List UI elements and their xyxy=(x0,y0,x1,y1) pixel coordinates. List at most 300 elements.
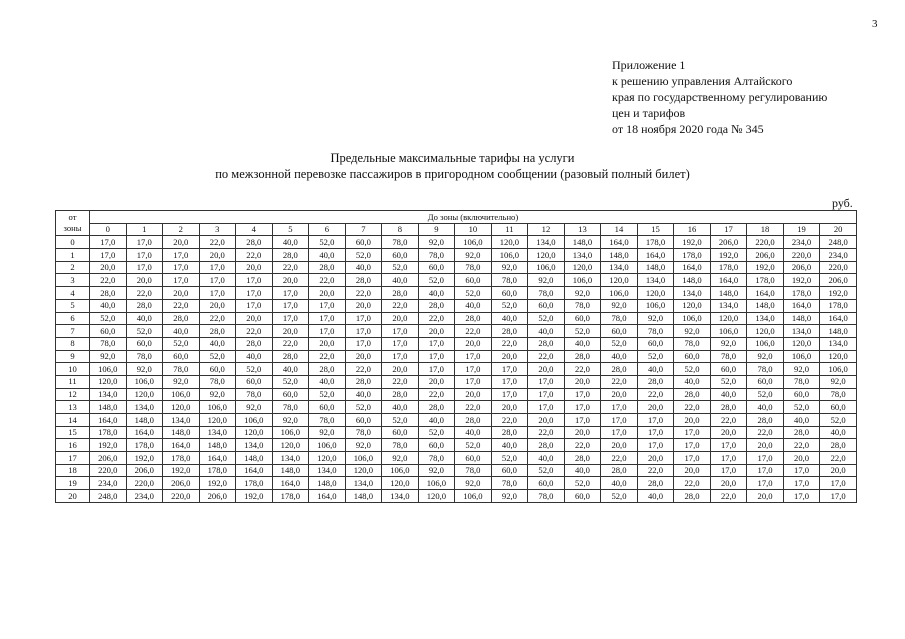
tariff-cell: 20,0 xyxy=(272,325,309,338)
tariff-cell: 20,0 xyxy=(528,363,565,376)
tariff-cell: 20,0 xyxy=(236,261,273,274)
tariff-cell: 78,0 xyxy=(418,249,455,262)
tariff-cell: 22,0 xyxy=(309,350,346,363)
tariff-cell: 20,0 xyxy=(528,414,565,427)
tariff-cell: 20,0 xyxy=(90,261,127,274)
tariff-cell: 192,0 xyxy=(820,287,857,300)
tariff-cell: 148,0 xyxy=(163,426,200,439)
tariff-cell: 134,0 xyxy=(783,325,820,338)
tariff-cell: 28,0 xyxy=(491,426,528,439)
tariff-cell: 28,0 xyxy=(345,375,382,388)
tariff-cell: 28,0 xyxy=(272,249,309,262)
tariff-cell: 178,0 xyxy=(126,439,163,452)
tariff-cell: 20,0 xyxy=(309,287,346,300)
tariff-cell: 192,0 xyxy=(747,261,784,274)
tariff-cell: 52,0 xyxy=(345,401,382,414)
tariff-cell: 22,0 xyxy=(820,452,857,465)
tariff-cell: 134,0 xyxy=(236,439,273,452)
tariff-cell: 17,0 xyxy=(674,439,711,452)
tariff-cell: 22,0 xyxy=(455,325,492,338)
from-zone-number: 14 xyxy=(56,414,90,427)
tariff-cell: 106,0 xyxy=(236,414,273,427)
tariff-cell: 17,0 xyxy=(637,439,674,452)
tariff-cell: 120,0 xyxy=(382,477,419,490)
tariff-cell: 17,0 xyxy=(199,261,236,274)
tariff-cell: 92,0 xyxy=(126,363,163,376)
tariff-cell: 120,0 xyxy=(710,312,747,325)
tariff-cell: 106,0 xyxy=(272,426,309,439)
tariff-cell: 20,0 xyxy=(163,287,200,300)
tariff-cell: 78,0 xyxy=(382,439,419,452)
tariff-cell: 192,0 xyxy=(236,490,273,503)
tariff-cell: 52,0 xyxy=(491,452,528,465)
tariff-cell: 106,0 xyxy=(747,337,784,350)
table-row xyxy=(56,490,857,503)
tariff-cell: 206,0 xyxy=(747,249,784,262)
tariff-cell: 92,0 xyxy=(528,274,565,287)
tariff-cell: 148,0 xyxy=(710,287,747,300)
tariff-cell: 164,0 xyxy=(272,477,309,490)
tariff-cell: 178,0 xyxy=(674,249,711,262)
tariff-cell: 20,0 xyxy=(601,388,638,401)
tariff-cell: 20,0 xyxy=(309,337,346,350)
tariff-cell: 22,0 xyxy=(710,414,747,427)
tariff-cell: 60,0 xyxy=(637,337,674,350)
to-zone-number: 20 xyxy=(820,223,857,236)
tariff-cell: 60,0 xyxy=(528,477,565,490)
tariff-cell: 60,0 xyxy=(272,388,309,401)
tariff-cell: 60,0 xyxy=(309,401,346,414)
tariff-cell: 28,0 xyxy=(418,299,455,312)
tariff-cell: 17,0 xyxy=(126,249,163,262)
tariff-cell: 78,0 xyxy=(637,325,674,338)
tariff-cell: 17,0 xyxy=(637,414,674,427)
table-row xyxy=(56,477,857,490)
tariff-cell: 22,0 xyxy=(345,287,382,300)
tariff-cell: 52,0 xyxy=(126,325,163,338)
tariff-cell: 192,0 xyxy=(90,439,127,452)
tariff-cell: 52,0 xyxy=(564,477,601,490)
tariff-cell: 248,0 xyxy=(90,490,127,503)
tariff-cell: 40,0 xyxy=(747,401,784,414)
tariff-cell: 20,0 xyxy=(601,439,638,452)
tariff-cell: 40,0 xyxy=(163,325,200,338)
tariff-cell: 106,0 xyxy=(199,401,236,414)
tariff-cell: 148,0 xyxy=(674,274,711,287)
from-zone-number: 1 xyxy=(56,249,90,262)
tariff-cell: 60,0 xyxy=(783,388,820,401)
tariff-cell: 134,0 xyxy=(637,274,674,287)
tariff-cell: 164,0 xyxy=(601,236,638,249)
tariff-cell: 178,0 xyxy=(236,477,273,490)
tariff-cell: 20,0 xyxy=(491,401,528,414)
tariff-cell: 52,0 xyxy=(783,401,820,414)
tariff-cell: 60,0 xyxy=(418,439,455,452)
tariff-cell: 92,0 xyxy=(674,325,711,338)
tariff-cell: 28,0 xyxy=(637,375,674,388)
from-zone-number: 17 xyxy=(56,452,90,465)
tariff-cell: 40,0 xyxy=(382,401,419,414)
tariff-cell: 60,0 xyxy=(163,350,200,363)
tariff-cell: 40,0 xyxy=(272,363,309,376)
tariff-cell: 78,0 xyxy=(455,464,492,477)
tariff-cell: 28,0 xyxy=(272,350,309,363)
tariff-cell: 178,0 xyxy=(637,236,674,249)
tariff-cell: 17,0 xyxy=(820,490,857,503)
tariff-cell: 120,0 xyxy=(309,452,346,465)
tariff-cell: 40,0 xyxy=(309,375,346,388)
tariff-cell: 28,0 xyxy=(637,477,674,490)
tariff-cell: 52,0 xyxy=(455,287,492,300)
tariff-cell: 52,0 xyxy=(528,312,565,325)
tariff-cell: 60,0 xyxy=(491,287,528,300)
tariff-cell: 134,0 xyxy=(90,388,127,401)
tariff-cell: 148,0 xyxy=(272,464,309,477)
tariff-cell: 22,0 xyxy=(345,363,382,376)
table-row xyxy=(56,375,857,388)
tariff-cell: 17,0 xyxy=(345,312,382,325)
tariff-cell: 78,0 xyxy=(272,401,309,414)
tariff-cell: 60,0 xyxy=(345,414,382,427)
tariff-cell: 40,0 xyxy=(491,439,528,452)
tariff-cell: 20,0 xyxy=(820,464,857,477)
tariff-cell: 92,0 xyxy=(418,464,455,477)
tariff-cell: 17,0 xyxy=(455,363,492,376)
tariff-cell: 20,0 xyxy=(455,337,492,350)
title-line-1: Предельные максимальные тарифы на услуги xyxy=(330,151,575,165)
tariff-cell: 120,0 xyxy=(564,261,601,274)
tariff-cell: 17,0 xyxy=(90,249,127,262)
tariff-cell: 22,0 xyxy=(309,274,346,287)
tariff-cell: 20,0 xyxy=(199,299,236,312)
tariff-cell: 17,0 xyxy=(491,375,528,388)
appendix-line: края по государственному регулированию xyxy=(612,90,828,104)
tariff-cell: 206,0 xyxy=(163,477,200,490)
tariff-cell: 20,0 xyxy=(236,312,273,325)
tariff-cell: 60,0 xyxy=(418,261,455,274)
tariff-cell: 164,0 xyxy=(163,439,200,452)
tariff-cell: 134,0 xyxy=(710,299,747,312)
tariff-cell: 40,0 xyxy=(309,249,346,262)
tariff-cell: 52,0 xyxy=(747,388,784,401)
tariff-cell: 148,0 xyxy=(236,452,273,465)
tariff-cell: 106,0 xyxy=(710,325,747,338)
tariff-cell: 78,0 xyxy=(491,274,528,287)
tariff-cell: 78,0 xyxy=(747,363,784,376)
tariff-cell: 78,0 xyxy=(309,414,346,427)
tariff-cell: 148,0 xyxy=(90,401,127,414)
tariff-cell: 40,0 xyxy=(528,325,565,338)
tariff-table xyxy=(55,210,857,503)
document-title xyxy=(0,150,905,182)
tariff-cell: 17,0 xyxy=(820,477,857,490)
tariff-cell: 28,0 xyxy=(455,414,492,427)
tariff-cell: 17,0 xyxy=(126,261,163,274)
tariff-cell: 60,0 xyxy=(126,337,163,350)
tariff-cell: 164,0 xyxy=(674,261,711,274)
from-zone-number: 3 xyxy=(56,274,90,287)
tariff-cell: 40,0 xyxy=(455,426,492,439)
tariff-cell: 22,0 xyxy=(418,312,455,325)
tariff-cell: 106,0 xyxy=(637,299,674,312)
to-zone-number: 8 xyxy=(382,223,419,236)
tariff-cell: 20,0 xyxy=(747,490,784,503)
tariff-cell: 17,0 xyxy=(710,452,747,465)
tariff-cell: 134,0 xyxy=(309,464,346,477)
tariff-cell: 92,0 xyxy=(710,337,747,350)
tariff-cell: 40,0 xyxy=(637,490,674,503)
title-line-2: по межзонной перевозке пассажиров в пригородном сообщении (разовый полный билет) xyxy=(215,167,690,181)
tariff-cell: 52,0 xyxy=(309,236,346,249)
tariff-cell: 120,0 xyxy=(90,375,127,388)
tariff-cell: 220,0 xyxy=(90,464,127,477)
tariff-cell: 40,0 xyxy=(90,299,127,312)
tariff-cell: 20,0 xyxy=(674,464,711,477)
tariff-cell: 40,0 xyxy=(710,388,747,401)
tariff-cell: 134,0 xyxy=(199,426,236,439)
tariff-cell: 52,0 xyxy=(236,363,273,376)
tariff-cell: 164,0 xyxy=(637,249,674,262)
tariff-cell: 17,0 xyxy=(236,299,273,312)
tariff-cell: 40,0 xyxy=(820,426,857,439)
tariff-cell: 28,0 xyxy=(710,401,747,414)
to-zone-number: 1 xyxy=(126,223,163,236)
tariff-cell: 40,0 xyxy=(528,452,565,465)
tariff-cell: 60,0 xyxy=(491,464,528,477)
tariff-cell: 20,0 xyxy=(455,388,492,401)
tariff-cell: 17,0 xyxy=(272,299,309,312)
appendix-line: цен и тарифов xyxy=(612,106,686,120)
from-zone-header xyxy=(56,211,90,236)
tariff-cell: 60,0 xyxy=(90,325,127,338)
tariff-cell: 52,0 xyxy=(455,439,492,452)
to-zone-number: 19 xyxy=(783,223,820,236)
tariff-cell: 92,0 xyxy=(491,490,528,503)
tariff-cell: 220,0 xyxy=(126,477,163,490)
tariff-cell: 178,0 xyxy=(163,452,200,465)
tariff-cell: 28,0 xyxy=(601,464,638,477)
tariff-cell: 17,0 xyxy=(491,363,528,376)
to-zone-number: 12 xyxy=(528,223,565,236)
tariff-cell: 28,0 xyxy=(601,363,638,376)
tariff-cell: 106,0 xyxy=(528,261,565,274)
tariff-cell: 220,0 xyxy=(783,249,820,262)
tariff-cell: 22,0 xyxy=(272,337,309,350)
tariff-cell: 40,0 xyxy=(272,236,309,249)
tariff-cell: 92,0 xyxy=(747,350,784,363)
tariff-cell: 52,0 xyxy=(637,350,674,363)
tariff-cell: 17,0 xyxy=(783,464,820,477)
tariff-cell: 22,0 xyxy=(528,426,565,439)
tariff-cell: 120,0 xyxy=(820,350,857,363)
appendix-line: к решению управления Алтайского xyxy=(612,74,793,88)
tariff-cell: 78,0 xyxy=(674,337,711,350)
tariff-cell: 164,0 xyxy=(126,426,163,439)
tariff-cell: 22,0 xyxy=(90,274,127,287)
tariff-cell: 17,0 xyxy=(345,337,382,350)
tariff-cell: 17,0 xyxy=(528,375,565,388)
from-zone-number: 19 xyxy=(56,477,90,490)
tariff-cell: 234,0 xyxy=(90,477,127,490)
tariff-cell: 20,0 xyxy=(637,452,674,465)
tariff-cell: 192,0 xyxy=(710,249,747,262)
tariff-cell: 92,0 xyxy=(820,375,857,388)
from-zone-number: 11 xyxy=(56,375,90,388)
tariff-cell: 106,0 xyxy=(783,350,820,363)
tariff-cell: 17,0 xyxy=(455,350,492,363)
tariff-cell: 40,0 xyxy=(418,414,455,427)
tariff-cell: 178,0 xyxy=(199,464,236,477)
tariff-cell: 28,0 xyxy=(674,388,711,401)
tariff-cell: 192,0 xyxy=(783,274,820,287)
tariff-cell: 22,0 xyxy=(163,299,200,312)
tariff-cell: 120,0 xyxy=(345,464,382,477)
tariff-cell: 17,0 xyxy=(345,325,382,338)
from-zone-number: 5 xyxy=(56,299,90,312)
tariff-cell: 106,0 xyxy=(601,287,638,300)
tariff-cell: 20,0 xyxy=(637,401,674,414)
tariff-cell: 20,0 xyxy=(126,274,163,287)
from-zone-number: 18 xyxy=(56,464,90,477)
tariff-cell: 52,0 xyxy=(528,464,565,477)
tariff-cell: 40,0 xyxy=(455,299,492,312)
tariff-cell: 28,0 xyxy=(90,287,127,300)
tariff-cell: 60,0 xyxy=(382,249,419,262)
tariff-cell: 206,0 xyxy=(199,490,236,503)
to-zone-number: 3 xyxy=(199,223,236,236)
tariff-cell: 20,0 xyxy=(747,439,784,452)
tariff-cell: 192,0 xyxy=(126,452,163,465)
tariff-cell: 60,0 xyxy=(199,363,236,376)
tariff-cell: 52,0 xyxy=(309,388,346,401)
tariff-cell: 40,0 xyxy=(491,312,528,325)
from-zone-number: 2 xyxy=(56,261,90,274)
tariff-cell: 52,0 xyxy=(90,312,127,325)
tariff-cell: 22,0 xyxy=(272,261,309,274)
tariff-cell: 28,0 xyxy=(455,312,492,325)
table-row xyxy=(56,261,857,274)
tariff-cell: 78,0 xyxy=(418,452,455,465)
tariff-cell: 17,0 xyxy=(455,375,492,388)
table-row xyxy=(56,325,857,338)
tariff-cell: 248,0 xyxy=(820,236,857,249)
to-zone-number: 13 xyxy=(564,223,601,236)
table-row xyxy=(56,452,857,465)
tariff-cell: 17,0 xyxy=(637,426,674,439)
tariff-cell: 134,0 xyxy=(528,236,565,249)
table-header-row xyxy=(56,211,857,224)
tariff-cell: 92,0 xyxy=(236,401,273,414)
tariff-cell: 17,0 xyxy=(236,287,273,300)
tariff-cell: 28,0 xyxy=(309,363,346,376)
tariff-cell: 40,0 xyxy=(601,350,638,363)
from-zone-header-line-2: зоны xyxy=(63,223,82,234)
tariff-cell: 92,0 xyxy=(199,388,236,401)
tariff-cell: 22,0 xyxy=(236,325,273,338)
tariff-cell: 17,0 xyxy=(564,401,601,414)
tariff-cell: 40,0 xyxy=(126,312,163,325)
tariff-cell: 60,0 xyxy=(674,350,711,363)
tariff-cell: 78,0 xyxy=(601,312,638,325)
tariff-cell: 40,0 xyxy=(345,388,382,401)
tariff-cell: 40,0 xyxy=(236,350,273,363)
tariff-cell: 17,0 xyxy=(528,401,565,414)
tariff-cell: 17,0 xyxy=(710,464,747,477)
tariff-cell: 28,0 xyxy=(528,337,565,350)
tariff-cell: 234,0 xyxy=(783,236,820,249)
tariff-cell: 220,0 xyxy=(820,261,857,274)
tariff-cell: 120,0 xyxy=(491,236,528,249)
tariff-cell: 22,0 xyxy=(674,477,711,490)
tariff-cell: 52,0 xyxy=(418,274,455,287)
tariff-cell: 134,0 xyxy=(820,337,857,350)
tariff-cell: 92,0 xyxy=(382,452,419,465)
tariff-cell: 78,0 xyxy=(528,490,565,503)
tariff-cell: 206,0 xyxy=(126,464,163,477)
tariff-cell: 120,0 xyxy=(637,287,674,300)
tariff-cell: 20,0 xyxy=(345,350,382,363)
tariff-cell: 148,0 xyxy=(820,325,857,338)
tariff-cell: 20,0 xyxy=(272,274,309,287)
tariff-cell: 164,0 xyxy=(820,312,857,325)
tariff-cell: 134,0 xyxy=(382,490,419,503)
tariff-cell: 78,0 xyxy=(382,236,419,249)
tariff-cell: 17,0 xyxy=(163,261,200,274)
tariff-cell: 92,0 xyxy=(418,236,455,249)
tariff-cell: 22,0 xyxy=(491,414,528,427)
to-zone-number: 4 xyxy=(236,223,273,236)
tariff-cell: 148,0 xyxy=(126,414,163,427)
tariff-cell: 106,0 xyxy=(455,490,492,503)
tariff-cell: 20,0 xyxy=(382,312,419,325)
tariff-cell: 206,0 xyxy=(820,274,857,287)
tariff-cell: 92,0 xyxy=(309,426,346,439)
table-row xyxy=(56,287,857,300)
from-zone-number: 4 xyxy=(56,287,90,300)
tariff-cell: 17,0 xyxy=(601,401,638,414)
tariff-cell: 17,0 xyxy=(418,363,455,376)
tariff-cell: 17,0 xyxy=(564,388,601,401)
tariff-cell: 192,0 xyxy=(163,464,200,477)
tariff-cell: 60,0 xyxy=(236,375,273,388)
tariff-cell: 120,0 xyxy=(199,414,236,427)
tariff-cell: 28,0 xyxy=(236,337,273,350)
tariff-cell: 17,0 xyxy=(382,325,419,338)
tariff-cell: 22,0 xyxy=(637,388,674,401)
tariff-cell: 20,0 xyxy=(564,375,601,388)
tariff-cell: 17,0 xyxy=(601,426,638,439)
tariff-cell: 40,0 xyxy=(637,363,674,376)
tariff-cell: 164,0 xyxy=(199,452,236,465)
tariff-cell: 22,0 xyxy=(126,287,163,300)
from-zone-number: 6 xyxy=(56,312,90,325)
tariff-cell: 17,0 xyxy=(382,350,419,363)
tariff-cell: 17,0 xyxy=(90,236,127,249)
tariff-cell: 17,0 xyxy=(199,274,236,287)
tariff-cell: 78,0 xyxy=(491,477,528,490)
tariff-cell: 22,0 xyxy=(455,401,492,414)
tariff-cell: 40,0 xyxy=(601,477,638,490)
tariff-cell: 17,0 xyxy=(747,464,784,477)
tariff-cell: 20,0 xyxy=(710,426,747,439)
tariff-cell: 78,0 xyxy=(528,287,565,300)
tariff-cell: 17,0 xyxy=(601,414,638,427)
tariff-cell: 22,0 xyxy=(674,401,711,414)
tariff-cell: 234,0 xyxy=(820,249,857,262)
tariff-cell: 52,0 xyxy=(382,261,419,274)
tariff-cell: 17,0 xyxy=(163,274,200,287)
tariff-cell: 28,0 xyxy=(382,388,419,401)
